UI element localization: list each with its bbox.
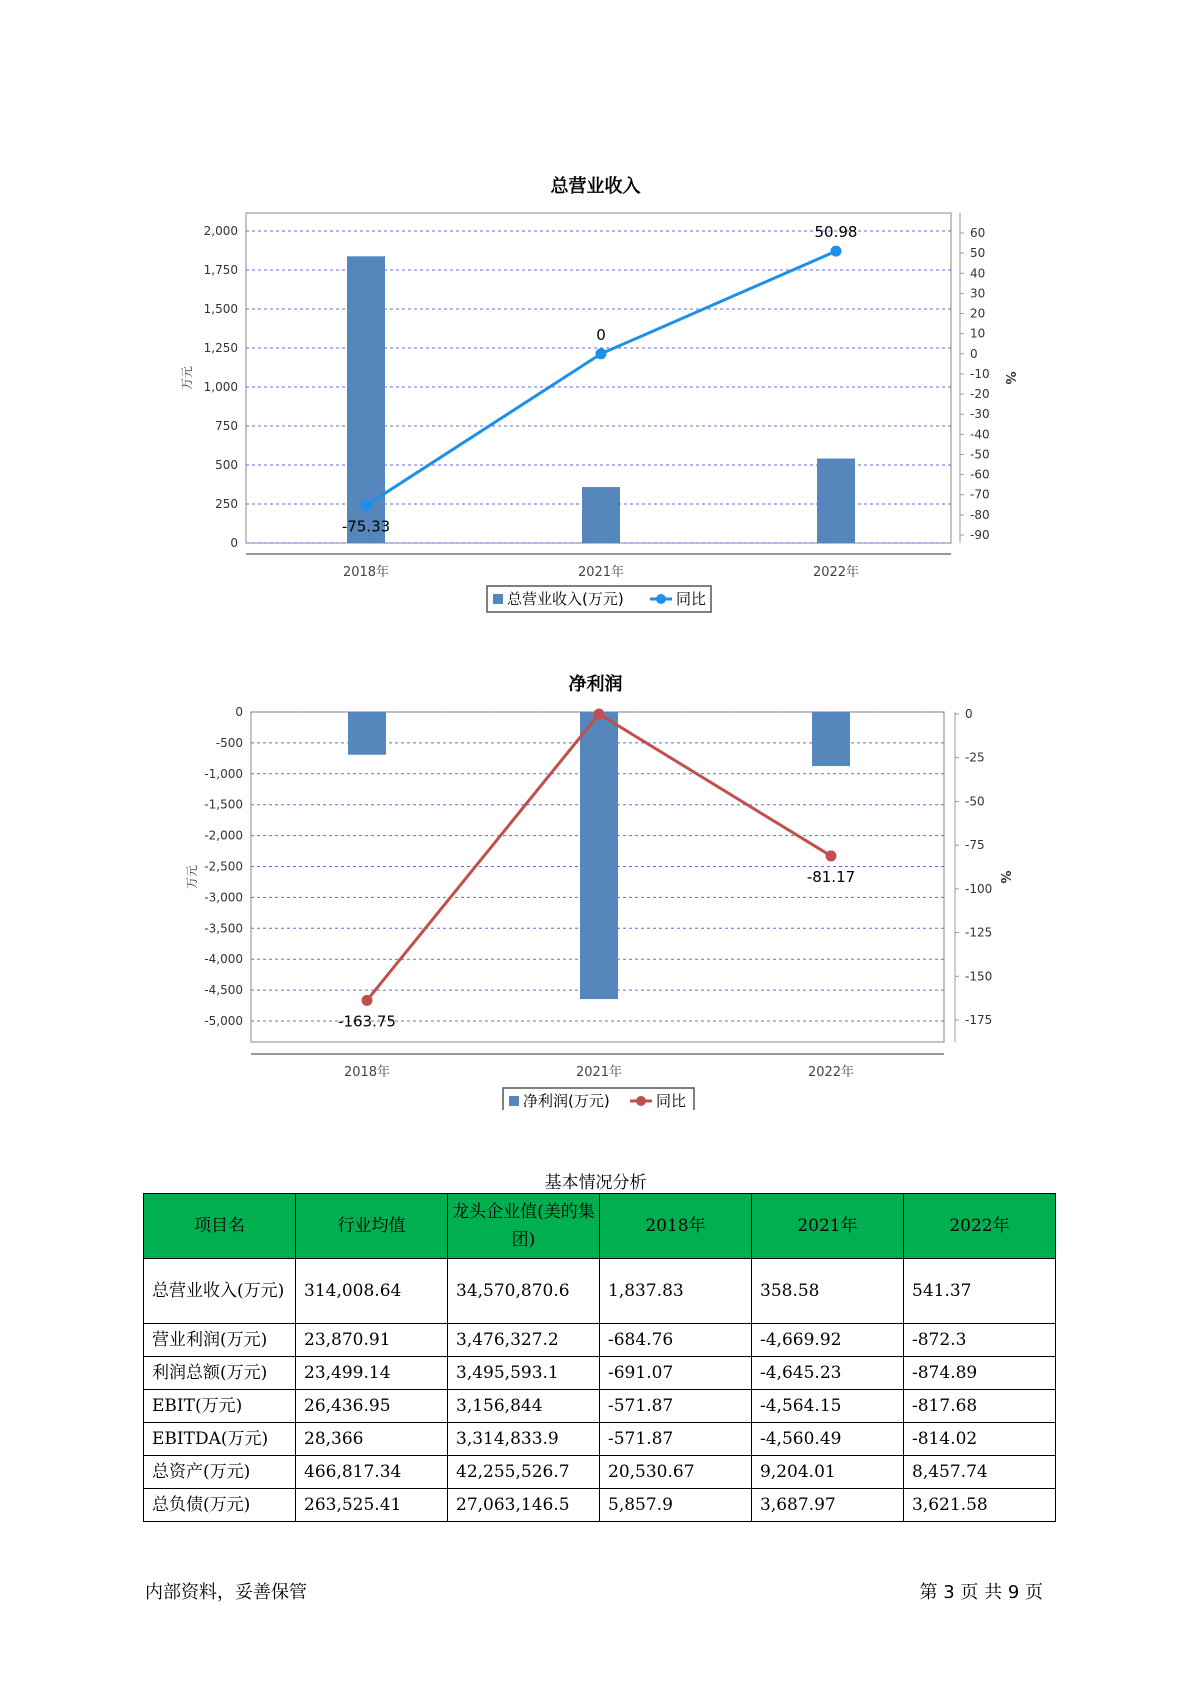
value-cell: 9,204.01 xyxy=(752,1456,904,1489)
legend-bar-swatch xyxy=(493,594,503,604)
y-tick-label: 0 xyxy=(235,705,243,719)
value-cell: 34,570,870.6 xyxy=(448,1259,600,1324)
y-tick-label: -4,500 xyxy=(204,983,243,998)
value-cell: 23,870.91 xyxy=(296,1324,448,1357)
y-tick-label: 1,500 xyxy=(203,302,238,316)
table-row xyxy=(144,1423,1056,1456)
value-cell: 3,156,844 xyxy=(448,1390,600,1423)
table-row xyxy=(144,1489,1056,1522)
y2-tick-label: 20 xyxy=(970,306,986,321)
value-cell: 3,621.58 xyxy=(904,1489,1056,1522)
value-cell: 28,366 xyxy=(296,1423,448,1456)
value-cell: 23,499.14 xyxy=(296,1357,448,1390)
value-cell: -684.76 xyxy=(600,1324,752,1357)
x-tick-label: 2021年 xyxy=(575,1065,623,1080)
y-tick-label: -1,500 xyxy=(204,797,243,812)
table-row xyxy=(144,1259,1056,1324)
y2-tick-label: -90 xyxy=(970,528,990,542)
table-caption: 基本情况分析 xyxy=(544,1173,647,1193)
value-cell: 20,530.67 xyxy=(600,1456,752,1489)
revenue-chart xyxy=(0,200,1191,620)
header-2021: 2021年 xyxy=(752,1194,904,1259)
row-label-cell: EBIT(万元) xyxy=(144,1390,296,1423)
line-point xyxy=(826,850,837,861)
y2-tick-label: -25 xyxy=(965,750,985,765)
data-label: -75.33 xyxy=(341,517,391,536)
y-tick-label: -5,000 xyxy=(204,1014,243,1028)
row-label-cell: 总营业收入(万元) xyxy=(144,1259,296,1324)
y2-tick-label: 40 xyxy=(970,266,986,281)
value-cell: 1,837.83 xyxy=(600,1259,752,1324)
y2-tick-label: -175 xyxy=(965,1013,993,1027)
y-tick-label: 250 xyxy=(215,497,238,511)
analysis-table xyxy=(143,1193,1056,1522)
value-cell: 27,063,146.5 xyxy=(448,1489,600,1522)
line-point xyxy=(361,500,372,511)
footer-page-number: 第 3 页 共 9 页 xyxy=(919,1582,1043,1603)
value-cell: 26,436.95 xyxy=(296,1390,448,1423)
value-cell: -4,560.49 xyxy=(752,1423,904,1456)
value-cell: -872.3 xyxy=(904,1324,1056,1357)
bar xyxy=(812,712,850,766)
y-tick-label: 1,250 xyxy=(203,341,238,355)
y-tick-label: -2,000 xyxy=(204,828,243,843)
y-tick-label: -3,500 xyxy=(204,921,243,936)
value-cell: 358.58 xyxy=(752,1259,904,1324)
y2-tick-label: 60 xyxy=(970,226,986,240)
bar xyxy=(348,712,386,755)
y-tick-label: -1,000 xyxy=(204,766,243,781)
y-tick-label: 1,750 xyxy=(203,263,238,277)
line-point xyxy=(831,246,842,257)
y2-tick-label: -70 xyxy=(970,487,990,502)
y2-tick-label: -20 xyxy=(970,387,990,402)
header-item-name: 项目名 xyxy=(144,1194,296,1259)
chart-title-net-profit: 净利润 xyxy=(568,674,623,695)
y-tick-label: 1,000 xyxy=(203,380,238,394)
data-label: -81.17 xyxy=(806,867,856,886)
legend-bar-label: 净利润(万元) xyxy=(523,1092,610,1110)
footer-confidential: 内部资料，妥善保管 xyxy=(145,1582,307,1603)
value-cell: -4,669.92 xyxy=(752,1324,904,1357)
data-label: -163.75 xyxy=(338,1012,396,1031)
data-label: 50.98 xyxy=(814,223,858,242)
y2-tick-label: -40 xyxy=(970,427,990,442)
row-label-cell: 总负债(万元) xyxy=(144,1489,296,1522)
y2-axis-title: % xyxy=(1002,371,1017,385)
x-tick-label: 2022年 xyxy=(812,565,860,580)
header-industry-avg: 行业均值 xyxy=(296,1194,448,1259)
value-cell: -571.87 xyxy=(600,1423,752,1456)
legend-line-marker xyxy=(656,594,666,604)
value-cell: 3,476,327.2 xyxy=(448,1324,600,1357)
table-row xyxy=(144,1324,1056,1357)
legend-bar-label: 总营业收入(万元) xyxy=(507,590,624,608)
y-axis-title: 万元 xyxy=(185,864,199,890)
header-2022: 2022年 xyxy=(904,1194,1056,1259)
y-tick-label: -3,000 xyxy=(204,890,243,905)
line-point xyxy=(596,348,607,359)
value-cell: 3,314,833.9 xyxy=(448,1423,600,1456)
bar xyxy=(582,487,620,543)
y2-tick-label: -100 xyxy=(965,881,993,896)
y2-tick-label: -80 xyxy=(970,507,990,522)
row-label-cell: 总资产(万元) xyxy=(144,1456,296,1489)
y-tick-label: -4,000 xyxy=(204,952,243,967)
line-point xyxy=(594,709,605,720)
y-tick-label: 2,000 xyxy=(203,224,238,238)
row-label-cell: EBITDA(万元) xyxy=(144,1423,296,1456)
value-cell: 466,817.34 xyxy=(296,1456,448,1489)
value-cell: -691.07 xyxy=(600,1357,752,1390)
y2-tick-label: -30 xyxy=(970,407,990,422)
line-point xyxy=(362,995,373,1006)
y-axis-title: 万元 xyxy=(180,365,194,391)
y2-tick-label: -50 xyxy=(970,447,990,462)
row-label-cell: 利润总额(万元) xyxy=(144,1357,296,1390)
y2-tick-label: -75 xyxy=(965,838,985,853)
x-tick-label: 2021年 xyxy=(577,565,625,580)
legend-bar-swatch xyxy=(509,1096,519,1106)
value-cell: 8,457.74 xyxy=(904,1456,1056,1489)
row-label-cell: 营业利润(万元) xyxy=(144,1324,296,1357)
value-cell: 263,525.41 xyxy=(296,1489,448,1522)
header-2018: 2018年 xyxy=(600,1194,752,1259)
y2-tick-label: -125 xyxy=(965,925,993,940)
y2-tick-label: 10 xyxy=(970,326,986,341)
bar xyxy=(580,712,618,999)
header-leader-value: 龙头企业值(美的集团) xyxy=(448,1194,600,1259)
y2-tick-label: -60 xyxy=(970,467,990,482)
value-cell: 3,687.97 xyxy=(752,1489,904,1522)
x-tick-label: 2018年 xyxy=(343,1065,391,1080)
y2-axis-title: % xyxy=(997,870,1012,884)
value-cell: 314,008.64 xyxy=(296,1259,448,1324)
y2-tick-label: -50 xyxy=(965,794,985,809)
value-cell: 3,495,593.1 xyxy=(448,1357,600,1390)
table-row xyxy=(144,1390,1056,1423)
x-tick-label: 2018年 xyxy=(342,565,390,580)
chart-title-revenue: 总营业收入 xyxy=(550,176,641,197)
y2-tick-label: 0 xyxy=(970,346,978,361)
y2-tick-label: 50 xyxy=(970,246,986,261)
value-cell: -814.02 xyxy=(904,1423,1056,1456)
table-row xyxy=(144,1357,1056,1390)
net-profit-chart xyxy=(0,690,1191,1110)
value-cell: 5,857.9 xyxy=(600,1489,752,1522)
value-cell: 42,255,526.7 xyxy=(448,1456,600,1489)
table-row xyxy=(144,1456,1056,1489)
y-tick-label: 500 xyxy=(215,458,238,472)
y-tick-label: -2,500 xyxy=(204,859,243,874)
y2-tick-label: -10 xyxy=(970,366,990,381)
legend-line-label: 同比 xyxy=(656,1092,687,1110)
legend-line-marker xyxy=(636,1096,646,1106)
bar xyxy=(817,459,855,543)
value-cell: -4,645.23 xyxy=(752,1357,904,1390)
value-cell: 541.37 xyxy=(904,1259,1056,1324)
series-line xyxy=(366,251,836,505)
y-tick-label: 750 xyxy=(215,419,238,433)
y2-tick-label: 30 xyxy=(970,286,986,301)
value-cell: -571.87 xyxy=(600,1390,752,1423)
value-cell: -817.68 xyxy=(904,1390,1056,1423)
y-tick-label: 0 xyxy=(230,536,238,550)
value-cell: -4,564.15 xyxy=(752,1390,904,1423)
data-label: 0 xyxy=(596,325,606,344)
legend-line-label: 同比 xyxy=(676,590,707,608)
value-cell: -874.89 xyxy=(904,1357,1056,1390)
x-tick-label: 2022年 xyxy=(807,1065,855,1080)
table-header-row xyxy=(144,1194,1056,1259)
y2-tick-label: 0 xyxy=(965,707,973,721)
y-tick-label: -500 xyxy=(215,735,243,750)
y2-tick-label: -150 xyxy=(965,969,993,984)
